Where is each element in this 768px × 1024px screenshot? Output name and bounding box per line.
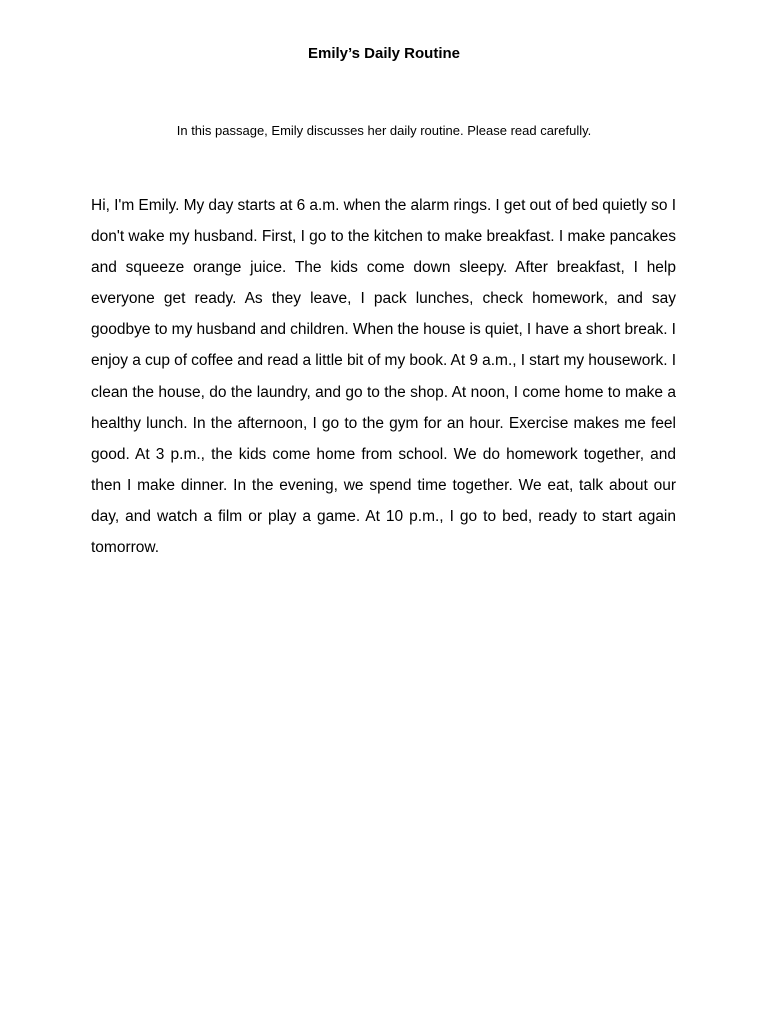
passage-text: Hi, I'm Emily. My day starts at 6 a.m. when the alarm rings. I get out of bed quietly so I don't wake my husband. First, I go to the kitchen to make breakfast. I make pancakes and squeeze orange juice. The kids come down sleepy. After breakfast, I help everyone get ready. As they leave, I pack lunches, check homework, and say goodbye to my husband and children. When the house is quiet, I have a short break. I enjoy a cup of coffee and read a little bit of my book. At 9 a.m., I start my housework. I clean the house, do the laundry, and go to the shop. At noon, I come home to make a healthy lunch. In the afternoon, I go to the gym for an hour. Exercise makes me feel good. At 3 p.m., the kids come home from school. We do homework together, and then I make dinner. In the evening, we spend time together. We eat, talk about our day, and watch a film or play a game. At 10 p.m., I go to bed, ready to start again tomorrow.: [91, 197, 676, 557]
document-title: Emily’s Daily Routine: [308, 45, 460, 62]
intro-instruction: In this passage, Emily discusses her daily routine. Please read carefully.: [176, 123, 592, 138]
